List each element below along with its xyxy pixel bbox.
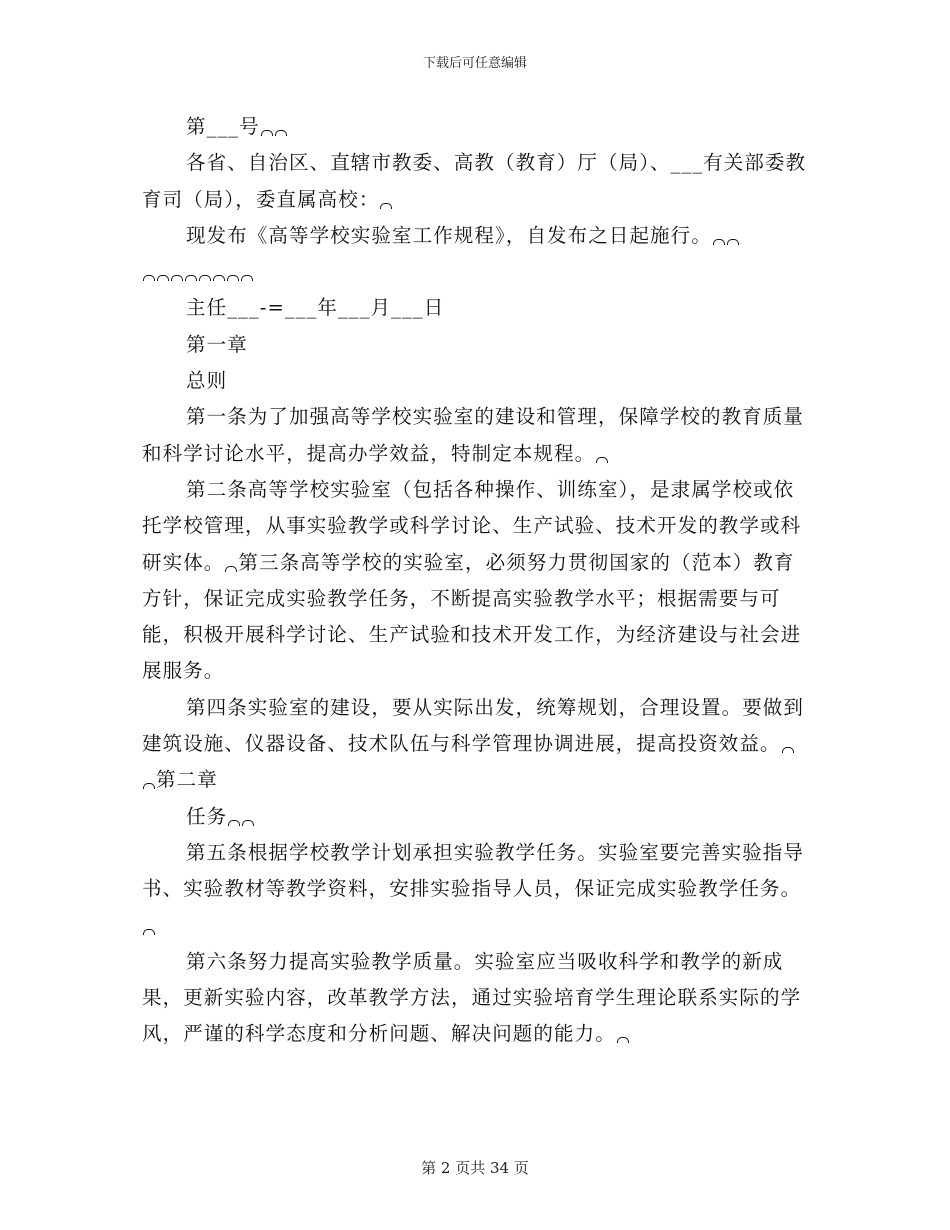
paragraph-text: 总则 — [186, 369, 228, 393]
paragraph-mark-icon — [380, 203, 392, 209]
paragraph-mark-icon — [617, 1037, 629, 1043]
page-footer: 第 2 页共 34 页 — [421, 1159, 529, 1177]
paragraph-tail-text: 第二章 — [156, 768, 218, 792]
paragraph-mark-icon — [241, 275, 253, 281]
paragraph-text: 第五条根据学校教学计划承担实验教学任务。实验室要完善实验指导书、实验教材等教学资料，安排实验指导人员，保证完成实验教学任务。 — [142, 840, 805, 901]
paragraph-mark-icon — [275, 130, 287, 136]
paragraph — [142, 254, 808, 290]
paragraph — [142, 944, 808, 1053]
paragraph-mark-icon — [228, 820, 240, 826]
paragraph-mark-icon — [261, 130, 273, 136]
paragraph-text: 第___号 — [186, 115, 260, 138]
paragraph-text: 第一章 — [186, 332, 248, 356]
paragraph-mark-icon — [213, 275, 225, 281]
paragraph — [142, 290, 808, 326]
paragraph-mark-icon — [143, 275, 155, 281]
paragraph — [142, 690, 808, 799]
paragraph-mark-icon — [782, 747, 794, 753]
paragraph-text: 主任___-=___年___月___日 — [186, 296, 445, 320]
paragraph-tail-text: 第三条高等学校的实验室，必须努力贯彻国家的（范本）教育方针，保证完成实验教学任务，不断提高实验教学水平；根据需要与可能，积极开展科学讨论、生产试验和技术开发工作，为经济建设与社会进展服务。 — [142, 550, 802, 683]
paragraph-mark-icon — [143, 929, 155, 935]
paragraph-text: 任务 — [186, 804, 228, 828]
paragraph-text: 第一条为了加强高等学校实验室的建设和管理，保障学校的教育质量和科学讨论水平，提高办学效益，特制定本规程。 — [142, 405, 805, 465]
paragraph — [142, 218, 808, 254]
paragraph — [142, 109, 808, 145]
paragraph-text: 第二条高等学校实验室（包括各种操作、训练室），是隶属学校或依托学校管理，从事实验教学或科学讨论、生产试验、技术开发的教学或科研实体。 — [142, 477, 802, 574]
paragraph-text: 现发布《高等学校实验室工作规程》，自发布之日起施行。 — [186, 223, 712, 247]
paragraph-mark-icon — [727, 239, 739, 245]
page-header: 下载后可任意编辑 — [422, 56, 527, 71]
paragraph — [142, 399, 808, 472]
paragraph-mark-icon — [242, 820, 254, 826]
paragraph — [142, 145, 808, 218]
paragraph-mark-icon — [185, 275, 197, 281]
paragraph-text: 各省、自治区、直辖市教委、高教（教育）厅（局）、___有关部委教育司（局），委直属高校： — [142, 151, 807, 211]
document-body — [142, 109, 808, 1053]
paragraph — [142, 472, 808, 690]
paragraph — [142, 327, 808, 363]
paragraph-mark-icon — [199, 275, 211, 281]
paragraph-mark-icon — [171, 275, 183, 281]
paragraph-mark-icon — [225, 566, 237, 572]
paragraph — [142, 799, 808, 835]
paragraph-mark-icon — [713, 239, 725, 245]
paragraph — [142, 363, 808, 399]
paragraph-mark-icon — [157, 275, 169, 281]
paragraph-mark-icon — [596, 457, 608, 463]
paragraph-mark-icon — [143, 783, 155, 789]
paragraph-text: 第六条努力提高实验教学质量。实验室应当吸收科学和教学的新成果，更新实验内容，改革教学方法，通过实验培育学生理论联系实际的学风，严谨的科学态度和分析问题、解决问题的能力。 — [142, 949, 802, 1046]
paragraph — [142, 835, 808, 944]
paragraph-mark-icon — [227, 275, 239, 281]
paragraph-text: 第四条实验室的建设，要从实际出发，统筹规划，合理设置。要做到建筑设施、仪器设备、技术队伍与科学管理协调进展，提高投资效益。 — [142, 695, 805, 756]
